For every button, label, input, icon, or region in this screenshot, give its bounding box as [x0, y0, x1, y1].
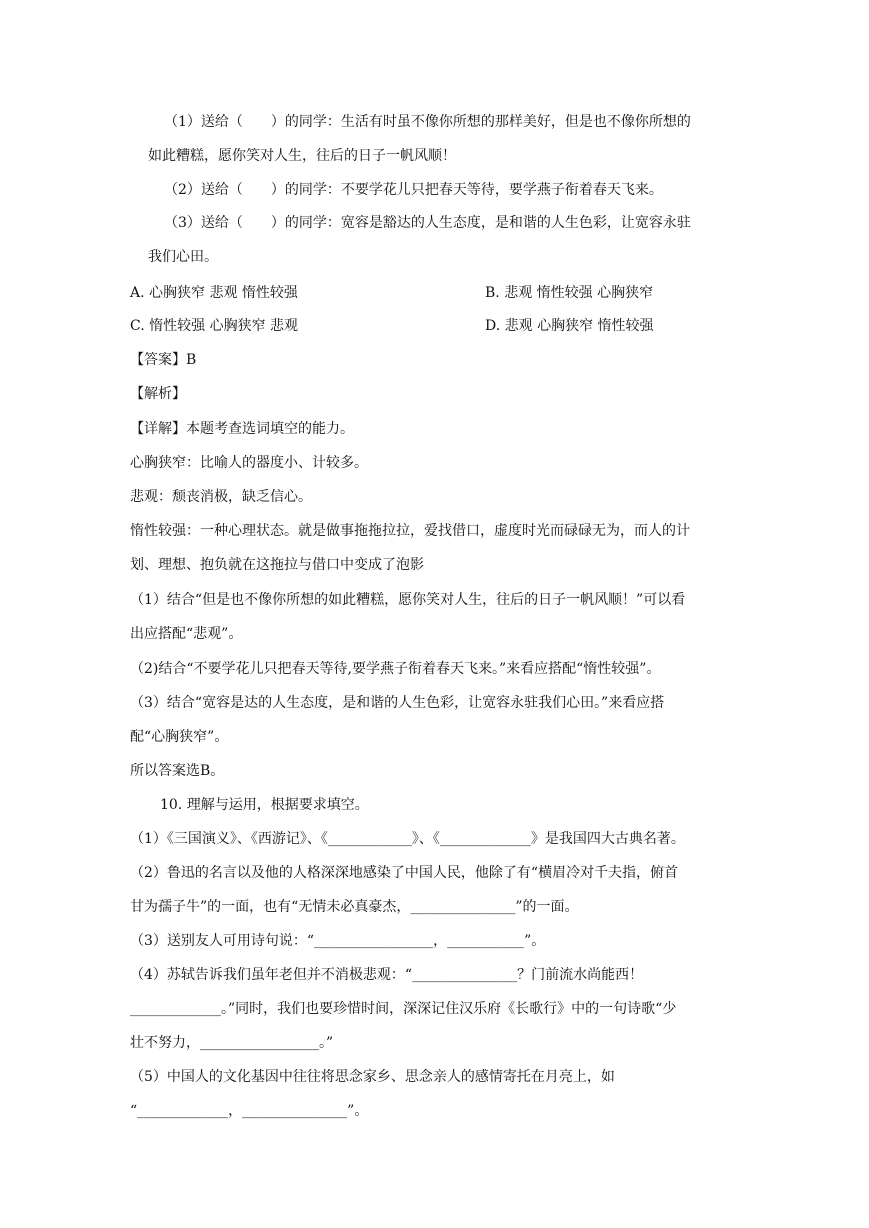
q10-item-1: （1）《三国演义》、《西游记》、《____________》、《_____________》是我国四大古典名著。 [130, 831, 685, 847]
q10-item-4-line-2: _____________。”同时，我们也要珍惜时间，深深记住汉乐府《长歌行》中的一句诗歌“少 [130, 1001, 677, 1017]
detail-heading: 【详解】本题考查选词填空的能力。 [130, 421, 354, 437]
definition-2: 悲观：颓丧消极，缺乏信心。 [130, 489, 312, 505]
explanation-3-line-1: （3）结合“宽容是达的人生态度，是和谐的人生色彩，让宽容永驻我们心田。”来看应搭 [130, 695, 665, 711]
analysis-heading: 【解析】 [130, 386, 186, 402]
explanation-3-line-2: 配“心胸狭窄”。 [130, 729, 229, 745]
q9-line-1: （1）送给（ ）的同学：生活有时虽不像你所想的那样美好，但是也不像你所想的 [164, 114, 691, 130]
definition-3-line-2: 划、理想、抱负就在这拖拉与借口中变成了泡影 [130, 557, 424, 573]
conclusion: 所以答案选B。 [130, 763, 225, 779]
q10-item-2-line-2: 甘为孺子牛”的一面，也有“无情未必真豪杰，_______________”的一面。 [130, 899, 579, 915]
q10-item-3: （3）送别友人可用诗句说：“_________________，___________”。 [130, 933, 546, 949]
answer: 【答案】B [130, 352, 197, 368]
q10-item-4-line-1: （4）苏轼告诉我们虽年老但并不消极悲观：“_______________？门前流水尚能西！ [130, 967, 644, 983]
explanation-2: （2)结合“不要学花儿只把春天等待,要学燕子衔着春天飞来。”来看应搭配“惰性较强”。 [130, 661, 661, 677]
question-10-title: 10. 理解与运用，根据要求填空。 [160, 797, 369, 813]
q9-line-5: 我们心田。 [148, 249, 218, 265]
q9-line-2: 如此糟糕，愿你笑对人生，往后的日子一帆风顺！ [148, 148, 456, 164]
explanation-1-line-1: （1）结合“但是也不像你所想的如此糟糕，愿你笑对人生，往后的日子一帆风顺！”可以看 [130, 592, 686, 608]
option-d: D. 悲观 心胸狭窄 惰性较强 [485, 318, 654, 334]
definition-3-line-1: 惰性较强：一种心理状态。就是做事拖拖拉拉，爱找借口，虚度时光而碌碌无为，而人的计 [130, 523, 690, 539]
q10-item-5-line-2: “_____________，_______________”。 [130, 1103, 369, 1119]
definition-1: 心胸狭窄：比喻人的器度小、计较多。 [130, 455, 368, 471]
option-a: A. 心胸狭窄 悲观 惰性较强 [130, 285, 298, 301]
q9-line-4: （3）送给（ ）的同学：宽容是豁达的人生态度，是和谐的人生色彩，让宽容永驻 [164, 215, 691, 231]
q10-item-4-line-3: 壮不努力，_________________。” [130, 1035, 334, 1051]
q9-line-3: （2）送给（ ）的同学：不要学花儿只把春天等待，要学燕子衔着春天飞来。 [164, 182, 663, 198]
q10-item-5-line-1: （5）中国人的文化基因中往往将思念家乡、思念亲人的感情寄托在月亮上，如 [130, 1069, 615, 1085]
option-b: B. 悲观 惰性较强 心胸狭窄 [485, 285, 654, 301]
explanation-1-line-2: 出应搭配“悲观”。 [130, 626, 243, 642]
option-c: C. 惰性较强 心胸狭窄 悲观 [130, 318, 299, 334]
q10-item-2-line-1: （2）鲁迅的名言以及他的人格深深地感染了中国人民，他除了有“横眉冷对千夫指，俯首 [130, 865, 679, 881]
